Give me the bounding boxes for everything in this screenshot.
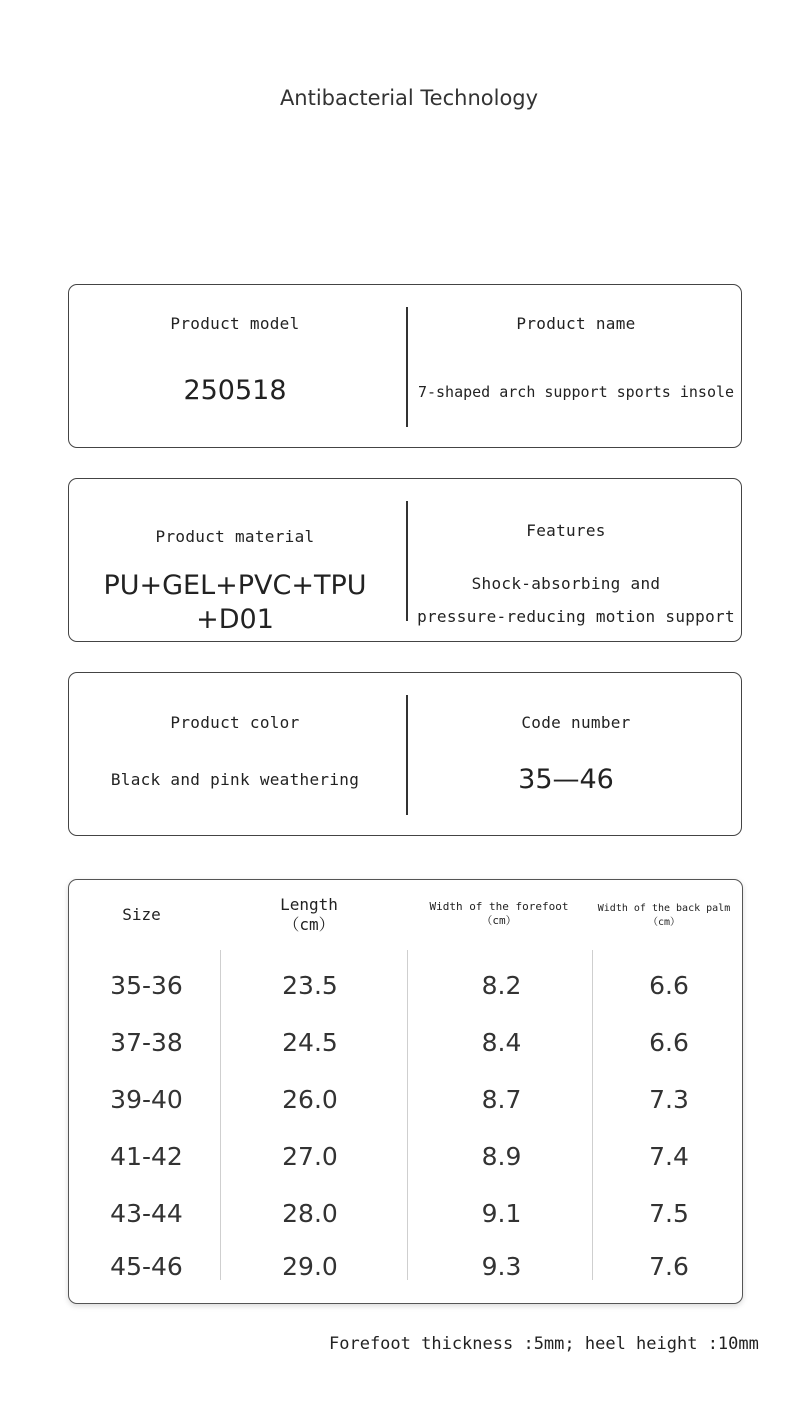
table-row [69, 1252, 744, 1292]
product-material-label: Product material [155, 527, 315, 546]
cell-back-palm: 7.4 [649, 1142, 689, 1171]
header-length-label: Length [280, 895, 338, 914]
product-material-value-line2: +D01 [196, 604, 274, 635]
card-divider [406, 501, 408, 621]
cell-length: 26.0 [282, 1085, 338, 1114]
cell-length: 29.0 [282, 1252, 338, 1281]
code-number-value: 35—46 [518, 764, 614, 795]
header-length [229, 895, 389, 935]
cell-size: 39-40 [110, 1085, 183, 1114]
product-color-card [68, 672, 742, 836]
cell-back-palm: 7.5 [649, 1199, 689, 1228]
card-divider [406, 307, 408, 427]
header-forefoot-unit: （cm） [481, 914, 517, 927]
product-model-label: Product model [170, 314, 300, 333]
cell-forefoot: 8.9 [481, 1142, 522, 1171]
features-value-line2: pressure-reducing motion support [417, 607, 735, 626]
header-back-palm [594, 902, 734, 930]
cell-length: 23.5 [282, 971, 338, 1000]
cell-back-palm: 7.3 [649, 1085, 689, 1114]
page-title: Antibacterial Technology [279, 86, 539, 110]
product-material-card [68, 478, 742, 642]
cell-size: 41-42 [110, 1142, 183, 1171]
header-forefoot [409, 900, 589, 928]
header-forefoot-label: Width of the forefoot [429, 900, 569, 913]
cell-length: 28.0 [282, 1199, 338, 1228]
header-back-palm-unit: （cm） [647, 917, 681, 928]
cell-forefoot: 8.4 [481, 1028, 522, 1057]
cell-forefoot: 8.7 [481, 1085, 522, 1114]
product-name-label: Product name [516, 314, 636, 333]
cell-size: 35-36 [110, 971, 183, 1000]
cell-forefoot: 8.2 [481, 971, 522, 1000]
features-label: Features [526, 521, 606, 540]
header-back-palm-label: Width of the back palm [597, 903, 731, 914]
footer-note: Forefoot thickness :5mm; heel height :10mm [329, 1334, 759, 1354]
table-row [69, 1028, 744, 1068]
cell-back-palm: 6.6 [649, 1028, 689, 1057]
product-model-card [68, 284, 742, 448]
table-row [69, 1199, 744, 1239]
product-color-value: Black and pink weathering [110, 770, 360, 789]
card-divider [406, 695, 408, 815]
cell-size: 45-46 [110, 1252, 183, 1281]
cell-size: 37-38 [110, 1028, 183, 1057]
product-color-label: Product color [170, 713, 300, 732]
cell-back-palm: 7.6 [649, 1252, 689, 1281]
cell-length: 27.0 [282, 1142, 338, 1171]
cell-size: 43-44 [110, 1199, 183, 1228]
product-name-value: 7-shaped arch support sports insole [417, 383, 735, 401]
cell-forefoot: 9.3 [481, 1252, 522, 1281]
table-row [69, 1142, 744, 1182]
code-number-label: Code number [521, 713, 631, 732]
header-length-unit: （cm） [283, 915, 335, 934]
size-table [68, 879, 743, 1304]
product-material-value-line1: PU+GEL+PVC+TPU [103, 570, 367, 601]
cell-back-palm: 6.6 [649, 971, 689, 1000]
cell-length: 24.5 [282, 1028, 338, 1057]
cell-forefoot: 9.1 [481, 1199, 522, 1228]
features-value-line1: Shock-absorbing and [471, 574, 661, 593]
table-row [69, 971, 744, 1011]
product-model-value: 250518 [183, 375, 287, 406]
header-size: Size [122, 905, 161, 924]
table-row [69, 1085, 744, 1125]
